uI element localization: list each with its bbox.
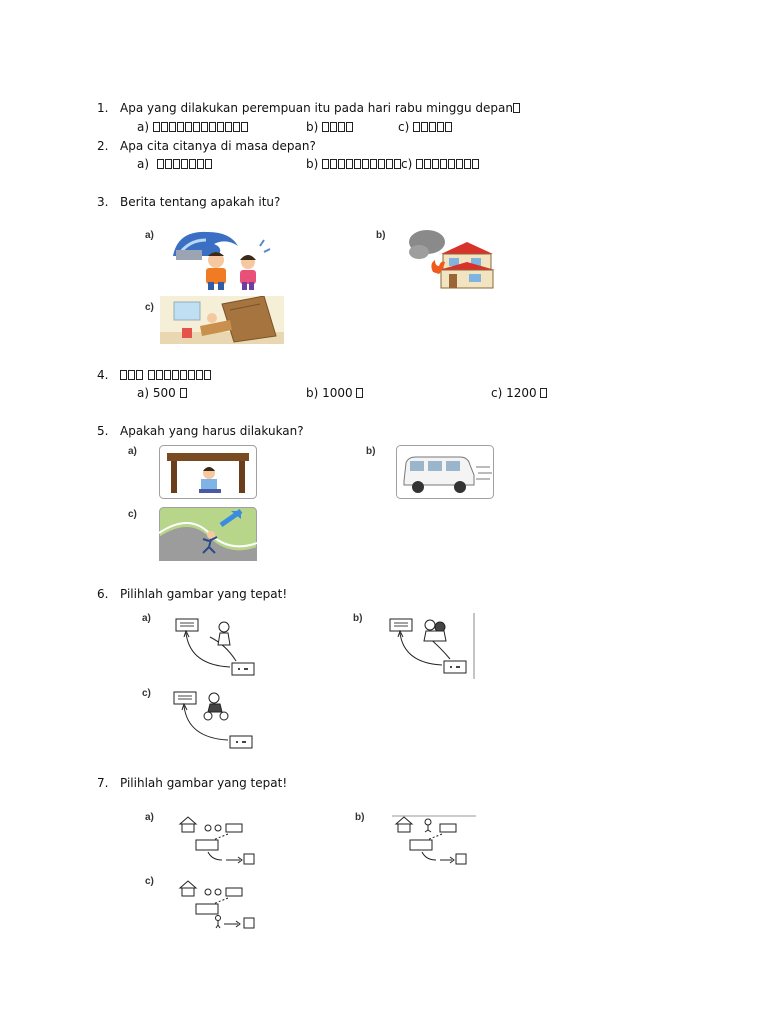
missing-glyph-box — [346, 122, 353, 132]
missing-glyph-box — [188, 370, 195, 380]
missing-glyph-box — [177, 122, 184, 132]
missing-glyph-box — [445, 122, 452, 132]
q7-picture-b-route-walk[interactable] — [392, 814, 476, 868]
missing-glyph-box — [338, 122, 345, 132]
missing-glyph-box — [330, 159, 337, 169]
missing-glyph-box — [356, 388, 363, 398]
missing-glyph-box — [204, 370, 211, 380]
missing-glyph-box — [169, 122, 176, 132]
missing-glyph-box — [413, 122, 420, 132]
missing-glyph-box — [540, 388, 547, 398]
q3-picture-label-a: a) — [145, 230, 154, 241]
missing-glyph-box — [440, 159, 447, 169]
missing-glyph-box — [180, 388, 187, 398]
q2-option-a[interactable]: a) — [137, 157, 213, 172]
missing-glyph-box — [338, 159, 345, 169]
missing-glyph-box — [136, 370, 143, 380]
missing-glyph-box — [225, 122, 232, 132]
q1-option-c[interactable]: c) — [398, 120, 453, 135]
missing-glyph-box — [148, 370, 155, 380]
q5-picture-c-running-uphill[interactable] — [159, 507, 257, 561]
missing-glyph-box — [432, 159, 439, 169]
missing-glyph-box — [172, 370, 179, 380]
missing-glyph-box — [209, 122, 216, 132]
missing-glyph-box — [181, 159, 188, 169]
missing-glyph-box — [370, 159, 377, 169]
q2-option-c[interactable]: c) — [401, 157, 480, 172]
q1-option-a[interactable]: a) — [137, 120, 249, 135]
missing-glyph-box — [217, 122, 224, 132]
missing-glyph-box — [241, 122, 248, 132]
q4-text — [120, 368, 212, 383]
q4-number: 4. — [97, 368, 109, 382]
missing-glyph-box — [157, 159, 164, 169]
missing-glyph-box — [330, 122, 337, 132]
q7-text: Pilihlah gambar yang tepat! — [120, 776, 288, 790]
q5-picture-label-a: a) — [128, 446, 137, 457]
q2-text: Apa cita citanya di masa depan? — [120, 139, 316, 153]
q6-text: Pilihlah gambar yang tepat! — [120, 587, 288, 601]
q7-number: 7. — [97, 776, 109, 790]
missing-glyph-box — [386, 159, 393, 169]
q3-picture-c-earthquake-room[interactable] — [160, 296, 284, 344]
q6-picture-label-b: b) — [353, 613, 363, 624]
missing-glyph-box — [180, 370, 187, 380]
q7-picture-a-route-bike[interactable] — [178, 814, 262, 868]
q5-picture-b-van[interactable] — [396, 445, 494, 499]
q3-picture-b-house-fire[interactable] — [405, 226, 505, 290]
q4-option-c[interactable]: c) 1200 — [491, 386, 548, 401]
missing-glyph-box — [421, 122, 428, 132]
missing-glyph-box — [378, 159, 385, 169]
missing-glyph-box — [156, 370, 163, 380]
missing-glyph-box — [128, 370, 135, 380]
missing-glyph-box — [346, 159, 353, 169]
q7-picture-label-a: a) — [145, 812, 154, 823]
q3-text: Berita tentang apakah itu? — [120, 195, 281, 209]
missing-glyph-box — [165, 159, 172, 169]
q1-number: 1. — [97, 101, 109, 115]
q1-text: Apa yang dilakukan perempuan itu pada hari rabu minggu depan — [120, 101, 521, 116]
q6-picture-b-route-two-people[interactable] — [384, 613, 476, 679]
q5-number: 5. — [97, 424, 109, 438]
q2-number: 2. — [97, 139, 109, 153]
missing-glyph-box — [362, 159, 369, 169]
missing-glyph-box — [448, 159, 455, 169]
q7-picture-c-route-bike-walk[interactable] — [178, 878, 262, 932]
missing-glyph-box — [424, 159, 431, 169]
q6-picture-c-route-person-bike[interactable] — [168, 688, 260, 754]
missing-glyph-box — [464, 159, 471, 169]
q1-text-boxes — [513, 101, 521, 115]
missing-glyph-box — [161, 122, 168, 132]
missing-glyph-box — [120, 370, 127, 380]
q3-picture-a-tsunami[interactable] — [168, 226, 278, 292]
missing-glyph-box — [193, 122, 200, 132]
missing-glyph-box — [201, 122, 208, 132]
q4-option-a[interactable]: a) 500 — [137, 386, 188, 401]
missing-glyph-box — [437, 122, 444, 132]
q6-number: 6. — [97, 587, 109, 601]
missing-glyph-box — [322, 122, 329, 132]
missing-glyph-box — [173, 159, 180, 169]
q5-picture-a-under-table[interactable] — [159, 445, 257, 499]
missing-glyph-box — [185, 122, 192, 132]
q1-option-b[interactable]: b) — [306, 120, 354, 135]
missing-glyph-box — [456, 159, 463, 169]
missing-glyph-box — [164, 370, 171, 380]
missing-glyph-box — [416, 159, 423, 169]
missing-glyph-box — [189, 159, 196, 169]
missing-glyph-box — [513, 103, 520, 113]
q3-picture-label-c: c) — [145, 302, 154, 313]
q2-option-b[interactable]: b) — [306, 157, 402, 172]
missing-glyph-box — [205, 159, 212, 169]
q4-option-b[interactable]: b) 1000 — [306, 386, 364, 401]
q3-picture-label-b: b) — [376, 230, 386, 241]
missing-glyph-box — [472, 159, 479, 169]
q6-picture-a-route-person[interactable] — [170, 615, 262, 681]
q5-picture-label-c: c) — [128, 509, 137, 520]
q5-text: Apakah yang harus dilakukan? — [120, 424, 304, 438]
missing-glyph-box — [429, 122, 436, 132]
q3-number: 3. — [97, 195, 109, 209]
missing-glyph-box — [354, 159, 361, 169]
missing-glyph-box — [322, 159, 329, 169]
missing-glyph-box — [197, 159, 204, 169]
missing-glyph-box — [233, 122, 240, 132]
q6-picture-label-a: a) — [142, 613, 151, 624]
q6-picture-label-c: c) — [142, 688, 151, 699]
q7-picture-label-b: b) — [355, 812, 365, 823]
missing-glyph-box — [153, 122, 160, 132]
missing-glyph-box — [196, 370, 203, 380]
q7-picture-label-c: c) — [145, 876, 154, 887]
q5-picture-label-b: b) — [366, 446, 376, 457]
